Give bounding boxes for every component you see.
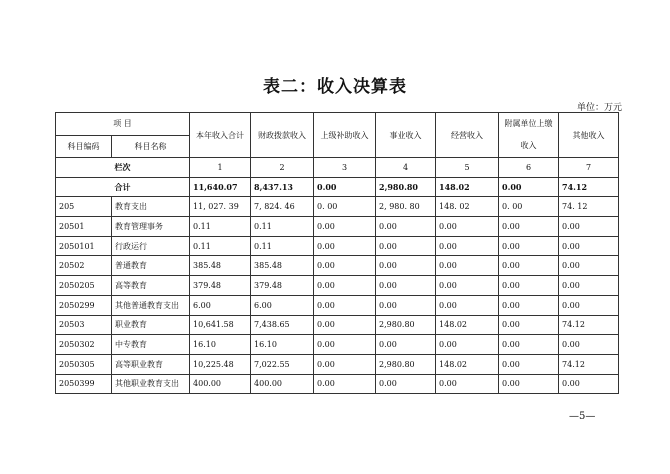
table-row — [56, 354, 619, 374]
value-cell: 0.00 — [314, 315, 376, 335]
col-number: 1 — [190, 158, 251, 178]
value-cell: 379.48 — [251, 276, 314, 296]
table-row — [56, 315, 619, 335]
value-cell: 0.00 — [376, 335, 436, 355]
value-cell: 0.11 — [251, 217, 314, 237]
unit-label: 单位：万元 — [576, 103, 622, 113]
col-header-affiliated: 附属单位上缴收入 — [499, 113, 559, 158]
subject-code-cell: 2050399 — [56, 374, 112, 394]
col-header-other: 其他收入 — [559, 113, 619, 158]
value-cell: 0.00 — [314, 256, 376, 276]
value-cell: 0.00 — [559, 217, 619, 237]
value-cell: 0.00 — [499, 295, 559, 315]
value-cell: 0.00 — [376, 256, 436, 276]
value-cell: 148.02 — [436, 354, 499, 374]
subject-code-cell: 2050305 — [56, 354, 112, 374]
value-cell: 0.00 — [314, 374, 376, 394]
value-cell: 0.00 — [559, 276, 619, 296]
page-title: 表二：收入决算表 — [263, 77, 407, 97]
column-number-row — [56, 158, 619, 178]
table-row — [56, 236, 619, 256]
subject-code-header: 科目编码 — [56, 135, 112, 158]
value-cell: 0.11 — [190, 217, 251, 237]
subject-name-cell: 高等教育 — [112, 276, 190, 296]
value-cell: 0.11 — [190, 236, 251, 256]
col-number: 7 — [559, 158, 619, 178]
subject-name-cell: 其他普通教育支出 — [112, 295, 190, 315]
subject-name-cell: 普通教育 — [112, 256, 190, 276]
value-cell: 0.00 — [376, 217, 436, 237]
value-cell: 379.48 — [190, 276, 251, 296]
col-header-business: 事业收入 — [376, 113, 436, 158]
value-cell: 74.12 — [559, 354, 619, 374]
value-cell: 10,225.48 — [190, 354, 251, 374]
table-row — [56, 256, 619, 276]
value-cell: 0.00 — [499, 354, 559, 374]
subject-name-cell: 职业教育 — [112, 315, 190, 335]
value-cell: 2,980.80 — [376, 315, 436, 335]
table-row — [56, 217, 619, 237]
total-cell: 148.02 — [436, 177, 499, 197]
table-row — [56, 276, 619, 296]
value-cell: 0.00 — [436, 256, 499, 276]
value-cell: 74.12 — [559, 315, 619, 335]
subject-code-cell: 2050205 — [56, 276, 112, 296]
subject-code-cell: 20501 — [56, 217, 112, 237]
total-cell: 74.12 — [559, 177, 619, 197]
col-number: 6 — [499, 158, 559, 178]
value-cell: 16.10 — [251, 335, 314, 355]
total-row — [56, 177, 619, 197]
value-cell: 0. 00 — [314, 197, 376, 217]
page-number: —5— — [569, 411, 596, 422]
value-cell: 0.00 — [499, 374, 559, 394]
value-cell: 0.00 — [436, 236, 499, 256]
header-row — [56, 113, 619, 136]
value-cell: 0.00 — [314, 276, 376, 296]
income-table — [55, 112, 619, 394]
value-cell: 0.00 — [559, 295, 619, 315]
subject-name-cell: 行政运行 — [112, 236, 190, 256]
value-cell: 0.00 — [436, 217, 499, 237]
subject-name-cell: 其他职业教育支出 — [112, 374, 190, 394]
value-cell: 0.00 — [499, 315, 559, 335]
value-cell: 2, 980. 80 — [376, 197, 436, 217]
subject-code-cell: 2050299 — [56, 295, 112, 315]
value-cell: 7, 824. 46 — [251, 197, 314, 217]
col-number: 2 — [251, 158, 314, 178]
value-cell: 0.00 — [559, 374, 619, 394]
col-header-fiscal: 财政拨款收入 — [251, 113, 314, 158]
table-row — [56, 335, 619, 355]
value-cell: 0.00 — [314, 354, 376, 374]
value-cell: 0.00 — [436, 276, 499, 296]
col-number: 5 — [436, 158, 499, 178]
subject-code-cell: 2050101 — [56, 236, 112, 256]
value-cell: 400.00 — [190, 374, 251, 394]
value-cell: 0.00 — [559, 256, 619, 276]
total-cell: 2,980.80 — [376, 177, 436, 197]
subject-name-cell: 教育管理事务 — [112, 217, 190, 237]
subject-code-cell: 205 — [56, 197, 112, 217]
value-cell: 0.11 — [251, 236, 314, 256]
col-number: 4 — [376, 158, 436, 178]
col-header-superior: 上级补助收入 — [314, 113, 376, 158]
col-header-operation: 经营收入 — [436, 113, 499, 158]
value-cell: 0.00 — [314, 217, 376, 237]
value-cell: 148. 02 — [436, 197, 499, 217]
value-cell: 400.00 — [251, 374, 314, 394]
table-row — [56, 374, 619, 394]
col-header-total: 本年收入合计 — [190, 113, 251, 158]
value-cell: 7,438.65 — [251, 315, 314, 335]
value-cell: 0.00 — [314, 236, 376, 256]
value-cell: 0.00 — [499, 217, 559, 237]
col-number: 3 — [314, 158, 376, 178]
total-label: 合计 — [56, 177, 190, 197]
subject-code-cell: 20502 — [56, 256, 112, 276]
value-cell: 0.00 — [559, 236, 619, 256]
value-cell: 11, 027. 39 — [190, 197, 251, 217]
table-row — [56, 295, 619, 315]
total-cell: 11,640.07 — [190, 177, 251, 197]
subject-name-cell: 中专教育 — [112, 335, 190, 355]
value-cell: 0.00 — [376, 295, 436, 315]
value-cell: 7,022.55 — [251, 354, 314, 374]
item-group-header: 项 目 — [56, 113, 190, 136]
subject-code-cell: 20503 — [56, 315, 112, 335]
value-cell: 16.10 — [190, 335, 251, 355]
value-cell: 2,980.80 — [376, 354, 436, 374]
value-cell: 0. 00 — [499, 197, 559, 217]
value-cell: 385.48 — [190, 256, 251, 276]
value-cell: 0.00 — [559, 335, 619, 355]
total-cell: 0.00 — [314, 177, 376, 197]
subject-name-header: 科目名称 — [112, 135, 190, 158]
table-row — [56, 197, 619, 217]
value-cell: 0.00 — [499, 335, 559, 355]
subject-name-cell: 教育支出 — [112, 197, 190, 217]
value-cell: 0.00 — [314, 335, 376, 355]
value-cell: 0.00 — [314, 295, 376, 315]
value-cell: 6.00 — [190, 295, 251, 315]
value-cell: 385.48 — [251, 256, 314, 276]
value-cell: 0.00 — [436, 295, 499, 315]
value-cell: 0.00 — [499, 276, 559, 296]
value-cell: 0.00 — [436, 335, 499, 355]
value-cell: 10,641.58 — [190, 315, 251, 335]
value-cell: 0.00 — [499, 256, 559, 276]
subject-code-cell: 2050302 — [56, 335, 112, 355]
value-cell: 148.02 — [436, 315, 499, 335]
row-label: 栏次 — [56, 158, 190, 178]
value-cell: 6.00 — [251, 295, 314, 315]
value-cell: 0.00 — [376, 236, 436, 256]
value-cell: 0.00 — [499, 236, 559, 256]
subject-name-cell: 高等职业教育 — [112, 354, 190, 374]
total-cell: 8,437.13 — [251, 177, 314, 197]
total-cell: 0.00 — [499, 177, 559, 197]
value-cell: 0.00 — [376, 374, 436, 394]
value-cell: 0.00 — [436, 374, 499, 394]
value-cell: 74. 12 — [559, 197, 619, 217]
value-cell: 0.00 — [376, 276, 436, 296]
